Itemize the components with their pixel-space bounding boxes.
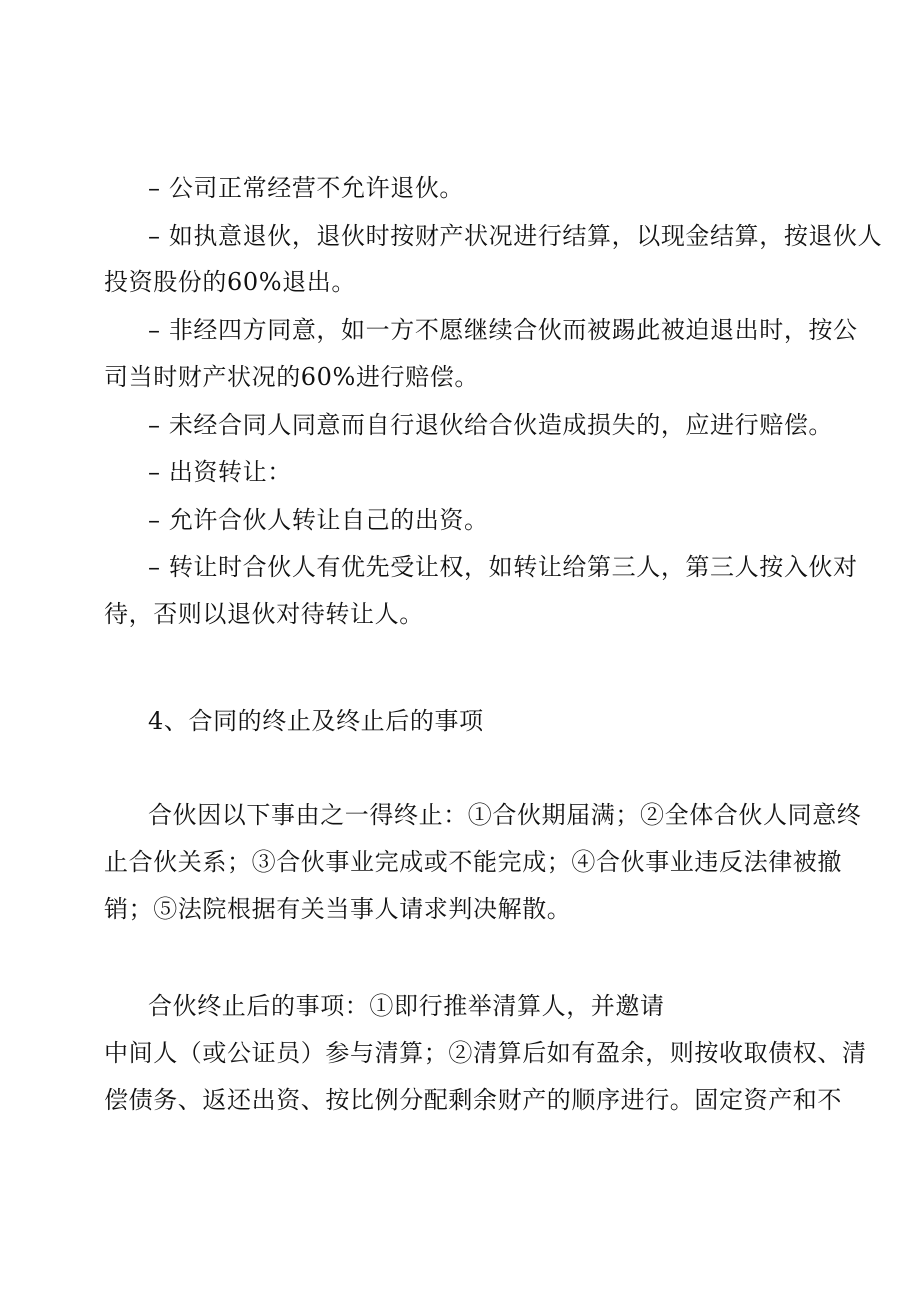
paragraph-line-7: – 出资转让：: [148, 458, 292, 486]
paragraph-line-11: 合伙因以下事由之一得终止：①合伙期届满；②全体合伙人同意终: [148, 801, 862, 829]
paragraph-line-5: 司当时财产状况的60%进行赔偿。: [104, 363, 479, 391]
paragraph-line-6: – 未经合同人同意而自行退伙给合伙造成损失的，应进行赔偿。: [148, 411, 834, 439]
paragraph-line-4: – 非经四方同意，如一方不愿继续合伙而被踢此被迫退出时，按公: [148, 316, 858, 344]
paragraph-line-9: – 转让时合伙人有优先受让权，如转让给第三人，第三人按入伙对: [148, 553, 858, 581]
paragraph-line-12: 止合伙关系；③合伙事业完成或不能完成；④合伙事业违反法律被撤: [104, 848, 842, 876]
paragraph-line-8: – 允许合伙人转让自己的出资。: [148, 506, 489, 534]
section-heading: 4、合同的终止及终止后的事项: [148, 707, 484, 735]
paragraph-line-1: – 公司正常经营不允许退伙。: [148, 174, 465, 202]
paragraph-line-15: 中间人（或公证员）参与清算；②清算后如有盈余，则按收取债权、清: [104, 1039, 867, 1067]
paragraph-line-16: 偿债务、返还出资、按比例分配剩余财产的顺序进行。固定资产和不: [104, 1086, 842, 1114]
paragraph-line-14: 合伙终止后的事项：①即行推举清算人，并邀请: [148, 992, 665, 1020]
paragraph-line-3: 投资股份的60%退出。: [104, 268, 356, 296]
paragraph-line-13: 销；⑤法院根据有关当事人请求判决解散。: [104, 895, 572, 923]
paragraph-line-10: 待，否则以退伙对待转让人。: [104, 600, 424, 628]
paragraph-line-2: – 如执意退伙，退伙时按财产状况进行结算，以现金结算，按退伙人: [148, 222, 883, 250]
